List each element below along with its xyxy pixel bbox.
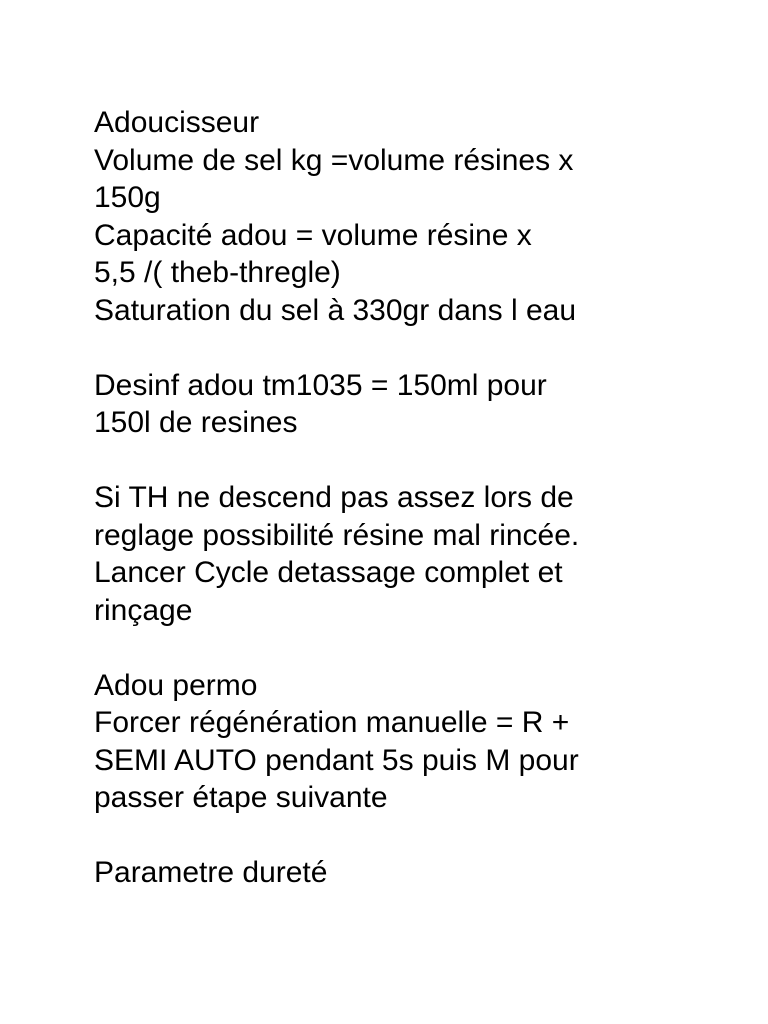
text-line: passer étape suivante bbox=[94, 781, 388, 814]
heading-adoucisseur: Adoucisseur bbox=[94, 106, 260, 139]
paragraph-adou-permo bbox=[94, 667, 734, 817]
text-line: Si TH ne descend pas assez lors de bbox=[94, 481, 574, 514]
paragraph-th-reglage bbox=[94, 479, 734, 629]
text-line: Desinf adou tm1035 = 150ml pour bbox=[94, 368, 547, 402]
paragraph-spacer bbox=[94, 329, 734, 367]
text-line: rinçage bbox=[94, 593, 193, 627]
text-line: 5,5 /( theb-thregle) bbox=[94, 256, 341, 289]
text-line: reglage possibilité résine mal rincée. bbox=[94, 518, 580, 552]
heading-adou-permo: Adou permo bbox=[94, 668, 258, 702]
text-line: Forcer régénération manuelle = R + bbox=[94, 706, 570, 739]
text-line: Capacité adou = volume résine x bbox=[94, 218, 532, 252]
text-line: 150l de resines bbox=[94, 406, 298, 439]
paragraph-spacer bbox=[94, 629, 734, 667]
text-line: Volume de sel kg =volume résines x bbox=[94, 143, 574, 177]
text-line: 150g bbox=[94, 181, 161, 214]
paragraph-spacer bbox=[94, 817, 734, 855]
text-line: Lancer Cycle detassage complet et bbox=[94, 556, 563, 589]
text-line: SEMI AUTO pendant 5s puis M pour bbox=[94, 743, 579, 777]
text-line: Saturation du sel à 330gr dans l eau bbox=[94, 293, 577, 327]
paragraph-adoucisseur bbox=[94, 104, 734, 329]
heading-parametre-durete: Parametre dureté bbox=[94, 856, 328, 889]
paragraph-spacer bbox=[94, 442, 734, 480]
document-page bbox=[94, 104, 734, 892]
paragraph-parametre-durete bbox=[94, 854, 734, 892]
paragraph-desinfection bbox=[94, 367, 734, 442]
